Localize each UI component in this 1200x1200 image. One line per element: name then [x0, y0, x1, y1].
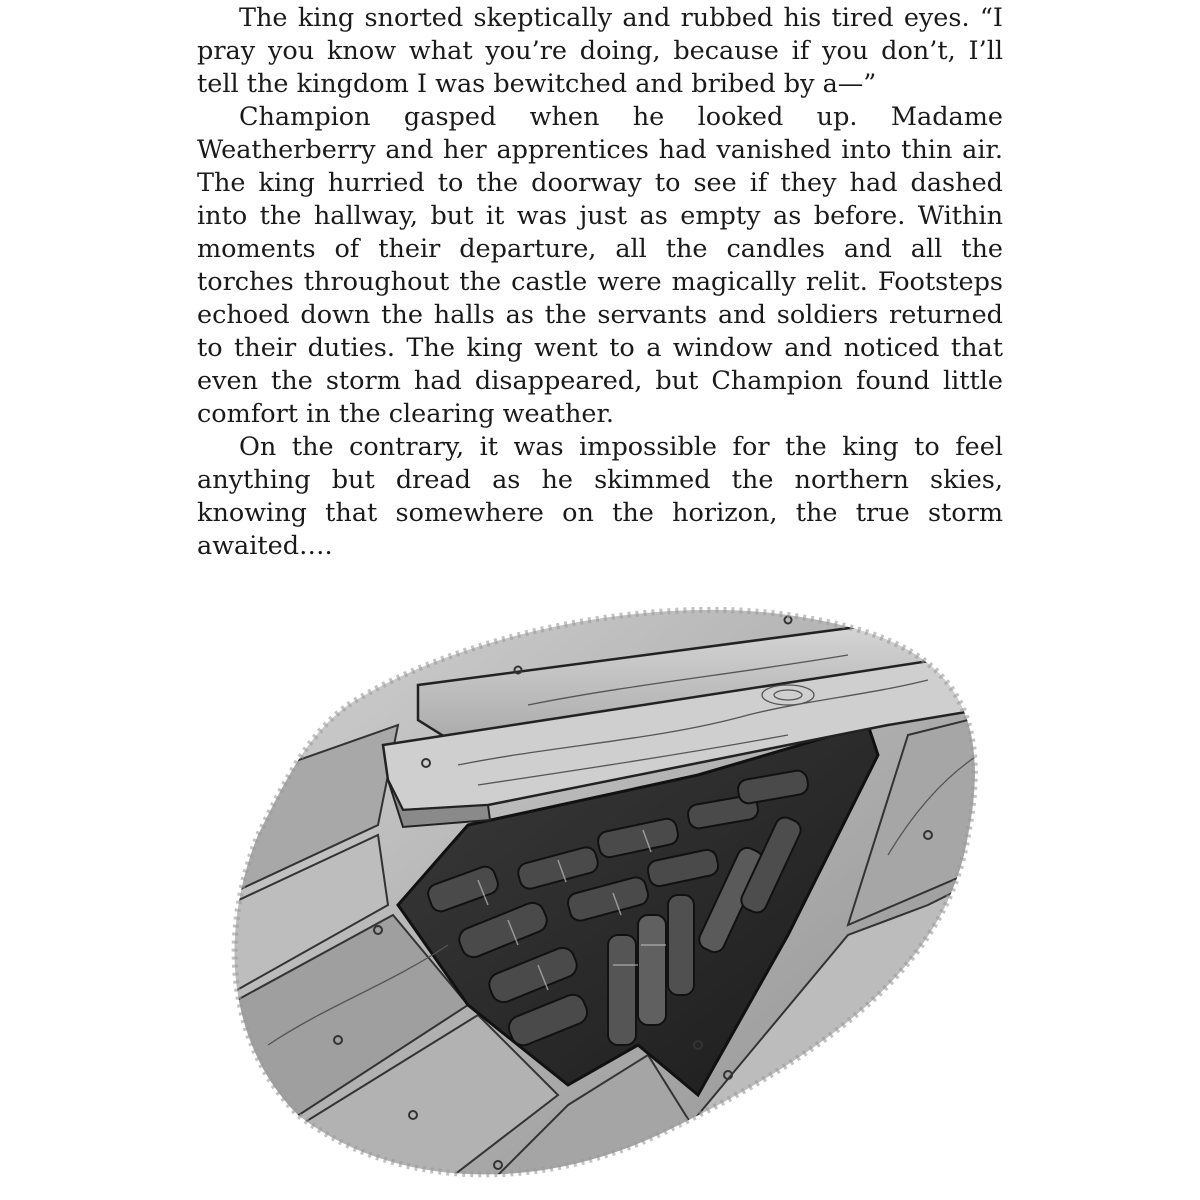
paragraph-1: The king snorted skeptically and rubbed his tired eyes. “I pray you know what you’re doing, because if you don’t, I’ll tell the kingdom I was bewitched and bribed by a—”: [197, 3, 1003, 99]
paragraph-3: On the contrary, it was impossible for the king to feel anything but dread as he skimmed the northern skies, knowing that somewhere on the horizon, the true storm awaited….: [197, 432, 1003, 561]
hidden-books-floorboard-illustration: [228, 575, 988, 1195]
paragraph-2: Champion gasped when he looked up. Madame Weatherberry and her apprentices had vanished into thin air. The king hurried to the doorway to see if they had dashed into the hallway, but it was just as empty as before. Within moments of their departure, all the candles and all the torches throughout the castle were magically relit. Footsteps echoed down the halls as the servants and soldiers returned to their duties. The king went to a window and noticed that even the storm had disappeared, but Champion found little comfort in the clearing weather.: [197, 102, 1003, 429]
page-text: [197, 2, 1003, 563]
